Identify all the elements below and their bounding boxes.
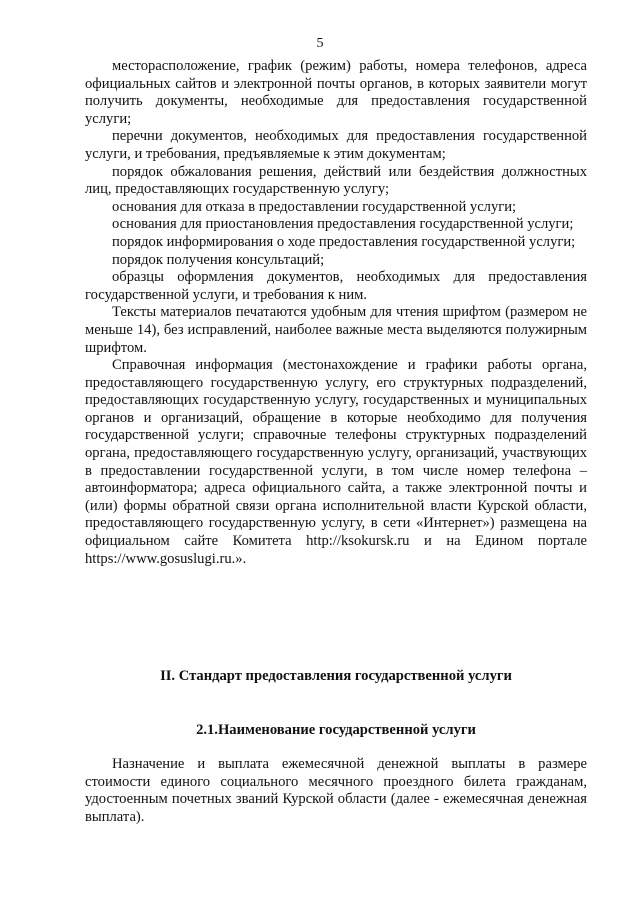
paragraph: месторасположение, график (режим) работы, номера телефонов, адреса официальных сайтов и электронной почты органов, в которых заявители могут получить документы, необходимые для предоставления государственной услуги; bbox=[85, 58, 587, 127]
paragraph: Тексты материалов печатаются удобным для чтения шрифтом (размером не меньше 14), без исправлений, наиболее важные места выделяются полужирным шрифтом. bbox=[85, 304, 587, 356]
paragraph: порядок информирования о ходе предоставления государственной услуги; bbox=[112, 233, 576, 250]
paragraph: основания для приостановления предоставления государственной услуги; bbox=[112, 216, 574, 233]
subsection-heading: 2.1.Наименование государственной услуги bbox=[196, 722, 476, 738]
paragraph: порядок получения консультаций; bbox=[112, 251, 325, 268]
paragraph: Назначение и выплата ежемесячной денежной выплаты в размере стоимости единого социального месячного проездного билета гражданам, удостоенным почетных званий Курской области (далее - ежемесячная денежная выплата). bbox=[85, 756, 587, 825]
page-number: 5 bbox=[316, 36, 324, 51]
body-text bbox=[85, 58, 587, 568]
paragraph: Справочная информация (местонахождение и графики работы органа, предоставляющего государственную услугу, его структурных подразделений, предоставляющих государственную услугу, государственных и муниципальных органов и организаций, обращение в которые необходимо для получения государственной услуги; справочные телефоны структурных подразделений органа, предоставляющего государственную услугу, организаций, участвующих в предоставлении государственной услуги, в том числе номер телефона – автоинформатора; адреса официального сайта, а также электронной почты и (или) формы обратной связи органа исполнительной власти Курской области, предоставляющего государственную услугу, в сети «Интернет») размещена на официальном сайте Комитета http://ksokursk.ru и на Едином портале https://www.gosuslugi.ru.». bbox=[85, 357, 587, 567]
section-heading: II. Стандарт предоставления государственной услуги bbox=[160, 668, 512, 684]
paragraph: перечни документов, необходимых для предоставления государственной услуги, и требования, предъявляемые к этим документам; bbox=[85, 128, 587, 162]
paragraph: образцы оформления документов, необходимых для предоставления государственной услуги, и требования к ним. bbox=[85, 269, 587, 303]
paragraph: основания для отказа в предоставлении государственной услуги; bbox=[112, 198, 517, 215]
paragraph: порядок обжалования решения, действий или бездействия должностных лиц, предоставляющих государственную услугу; bbox=[85, 163, 587, 198]
subsection-body bbox=[85, 756, 587, 826]
